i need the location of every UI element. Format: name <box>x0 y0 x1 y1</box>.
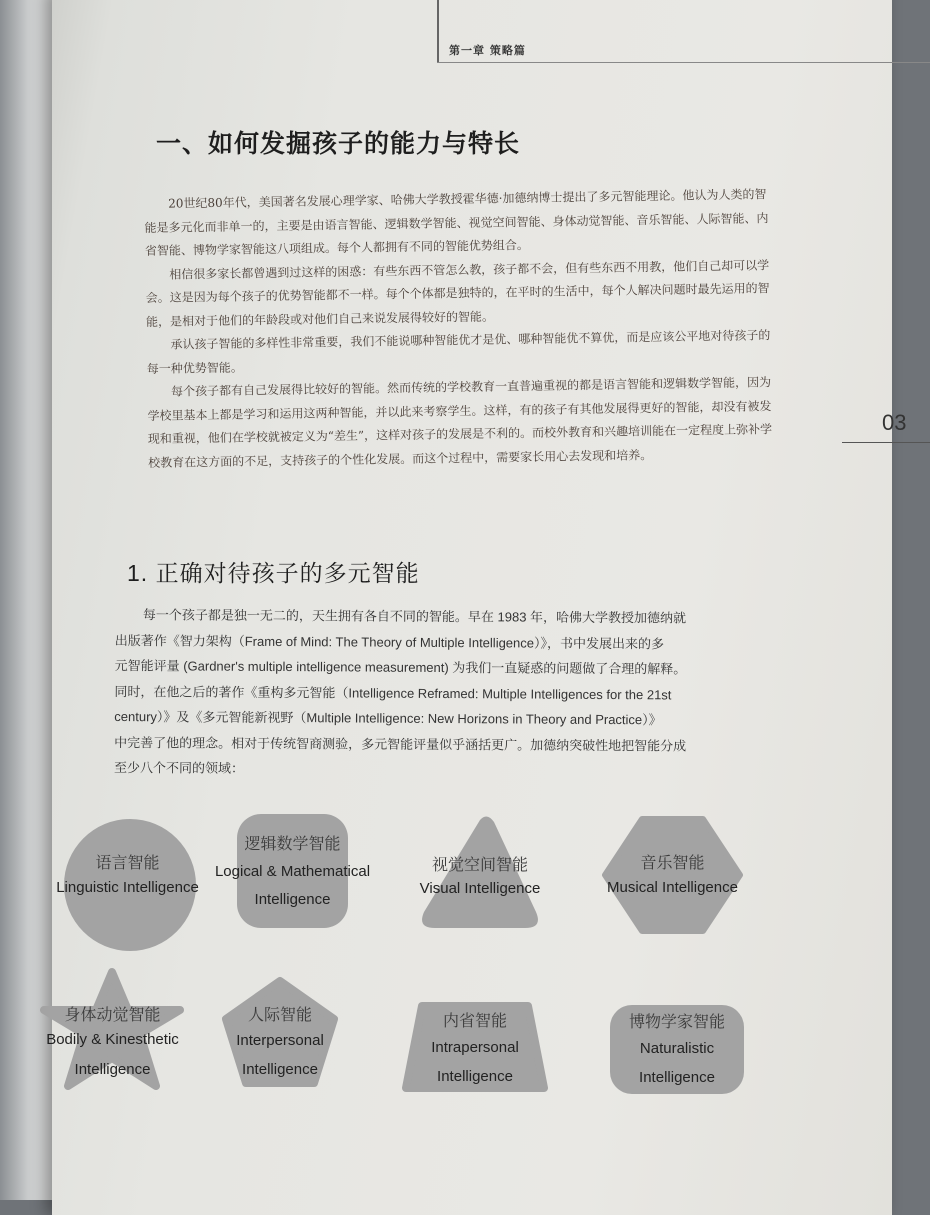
intelligence-cn-label: 视觉空间智能 <box>431 857 528 874</box>
intelligence-cn-label: 音乐智能 <box>640 855 705 872</box>
page-number: 03 <box>882 410 907 435</box>
intelligence-en-label: Naturalistic <box>639 1040 715 1057</box>
header-vertical-rule <box>437 0 439 62</box>
intro-paragraph-1: 20世纪80年代，美国著名发展心理学家、哈佛大学教授霍华德·加德纳博士提出了多元智能理论。他认为人类的智能是多元化而非单一的，主要是由语言智能、逻辑数学智能、视觉空间智能、身体动觉智能、音乐智能、人际智能、内省智能、博物学家智能这八项组成。每个人都拥有不同的智能优势组合。 <box>144 187 769 258</box>
intelligence-en-label: Interpersonal <box>236 1032 324 1049</box>
intelligence-cn-label: 人际智能 <box>247 1007 312 1024</box>
intelligence-en-label: Intelligence <box>437 1068 513 1085</box>
subsection-title: 1. 正确对待孩子的多元智能 <box>127 560 420 586</box>
musical-intelligence-card <box>600 815 745 935</box>
intelligence-cn-label: 博物学家智能 <box>628 1014 725 1031</box>
intelligence-en-label: Intelligence <box>254 891 331 908</box>
intro-text <box>144 183 773 475</box>
body-line: century）》及《多元智能新视野（Multiple Intelligence: New Horizons in Theory and Practice）》 <box>114 708 662 728</box>
intelligence-cn-label: 内省智能 <box>442 1013 507 1030</box>
linguistic-intelligence-card <box>56 815 199 955</box>
intro-paragraph-2: 相信很多家长都曾遇到过这样的困惑：有些东西不管怎么教，孩子都不会，但有些东西不用教，他们自己却可以学会。这是因为每个孩子的优势智能都不一样。每个个体都是独特的，在平时的生活中，每个人解决问题时最先运用的智能，是相对于他们的年龄段或对他们自己来说发展得较好的智能。 <box>145 257 770 329</box>
logical-mathematical-card <box>210 812 375 932</box>
chapter-label: 第一章 策略篇 <box>449 44 526 57</box>
intelligence-en-label: Intelligence <box>639 1069 715 1086</box>
intelligence-en-label: Linguistic Intelligence <box>56 879 199 896</box>
intro-paragraph-3: 承认孩子智能的多样性非常重要，我们不能说哪种智能优才是优、哪种智能优不算优，而是应该公平地对待孩子的每一种优势智能。 <box>146 328 771 376</box>
intelligence-en-label: Intrapersonal <box>431 1039 519 1056</box>
naturalistic-card <box>608 1003 746 1096</box>
body-line: 至少八个不同的领域： <box>113 759 245 776</box>
intelligence-en-label: Visual Intelligence <box>419 880 541 897</box>
intelligence-cn-label: 语言智能 <box>95 855 160 872</box>
intelligence-en-label: Musical Intelligence <box>607 879 738 896</box>
intelligence-en-label: Intelligence <box>74 1061 151 1078</box>
body-line: 同时，在他之后的著作《重构多元智能（Intelligence Reframed: Multiple Intelligences for the 21st <box>114 683 672 702</box>
interpersonal-card <box>220 975 340 1090</box>
intelligence-en-label: Intelligence <box>242 1061 318 1078</box>
body-line: 每一个孩子都是独一无二的，天生拥有各自不同的智能。早在 1983 年，哈佛大学教授加德纳就 <box>142 607 687 626</box>
intrapersonal-card <box>400 1000 550 1095</box>
section-title: 一、如何发掘孩子的能力与特长 <box>156 129 521 158</box>
body-line: 元智能评量 (Gardner's multiple intelligence measurement) 为我们一直疑惑的问题做了合理的解释。 <box>114 657 687 677</box>
intelligence-en-label: Logical & Mathematical <box>214 863 371 880</box>
intelligence-en-label: Bodily & Kinesthetic <box>46 1031 179 1048</box>
header-rule <box>437 62 930 63</box>
intelligence-cn-label: 逻辑数学智能 <box>244 836 341 853</box>
intro-paragraph-4: 每个孩子都有自己发展得比较好的智能。然而传统的学校教育一直普遍重视的都是语言智能和逻辑数学智能，因为学校里基本上都是学习和运用这两种智能，并以此来考察学生。这样，有的孩子有其他发展得更好的智能，却没有被发现和重视，他们在学校就被定义为“差生”，这样对孩子的发展是不利的。而校外教育和兴趣培训能在一定程度上弥补学校教育在这方面的不足，支持孩子的个性化发展。而这个过程中，需要家长用心去发现和培养。 <box>147 375 773 470</box>
intelligence-cn-label: 身体动觉智能 <box>64 1007 161 1024</box>
page-number-rule <box>842 442 930 443</box>
body-text <box>114 602 805 785</box>
bodily-kinesthetic-card <box>40 970 185 1090</box>
visual-intelligence-card <box>405 812 555 932</box>
body-line: 出版著作《智力架构（Frame of Mind: The Theory of Multiple Intelligence）》，书中发展出来的多 <box>114 632 665 651</box>
body-line: 中完善了他的理念。相对于传统智商测验，多元智能评量似乎涵括更广。加德纳突破性地把智能分成 <box>114 734 687 753</box>
